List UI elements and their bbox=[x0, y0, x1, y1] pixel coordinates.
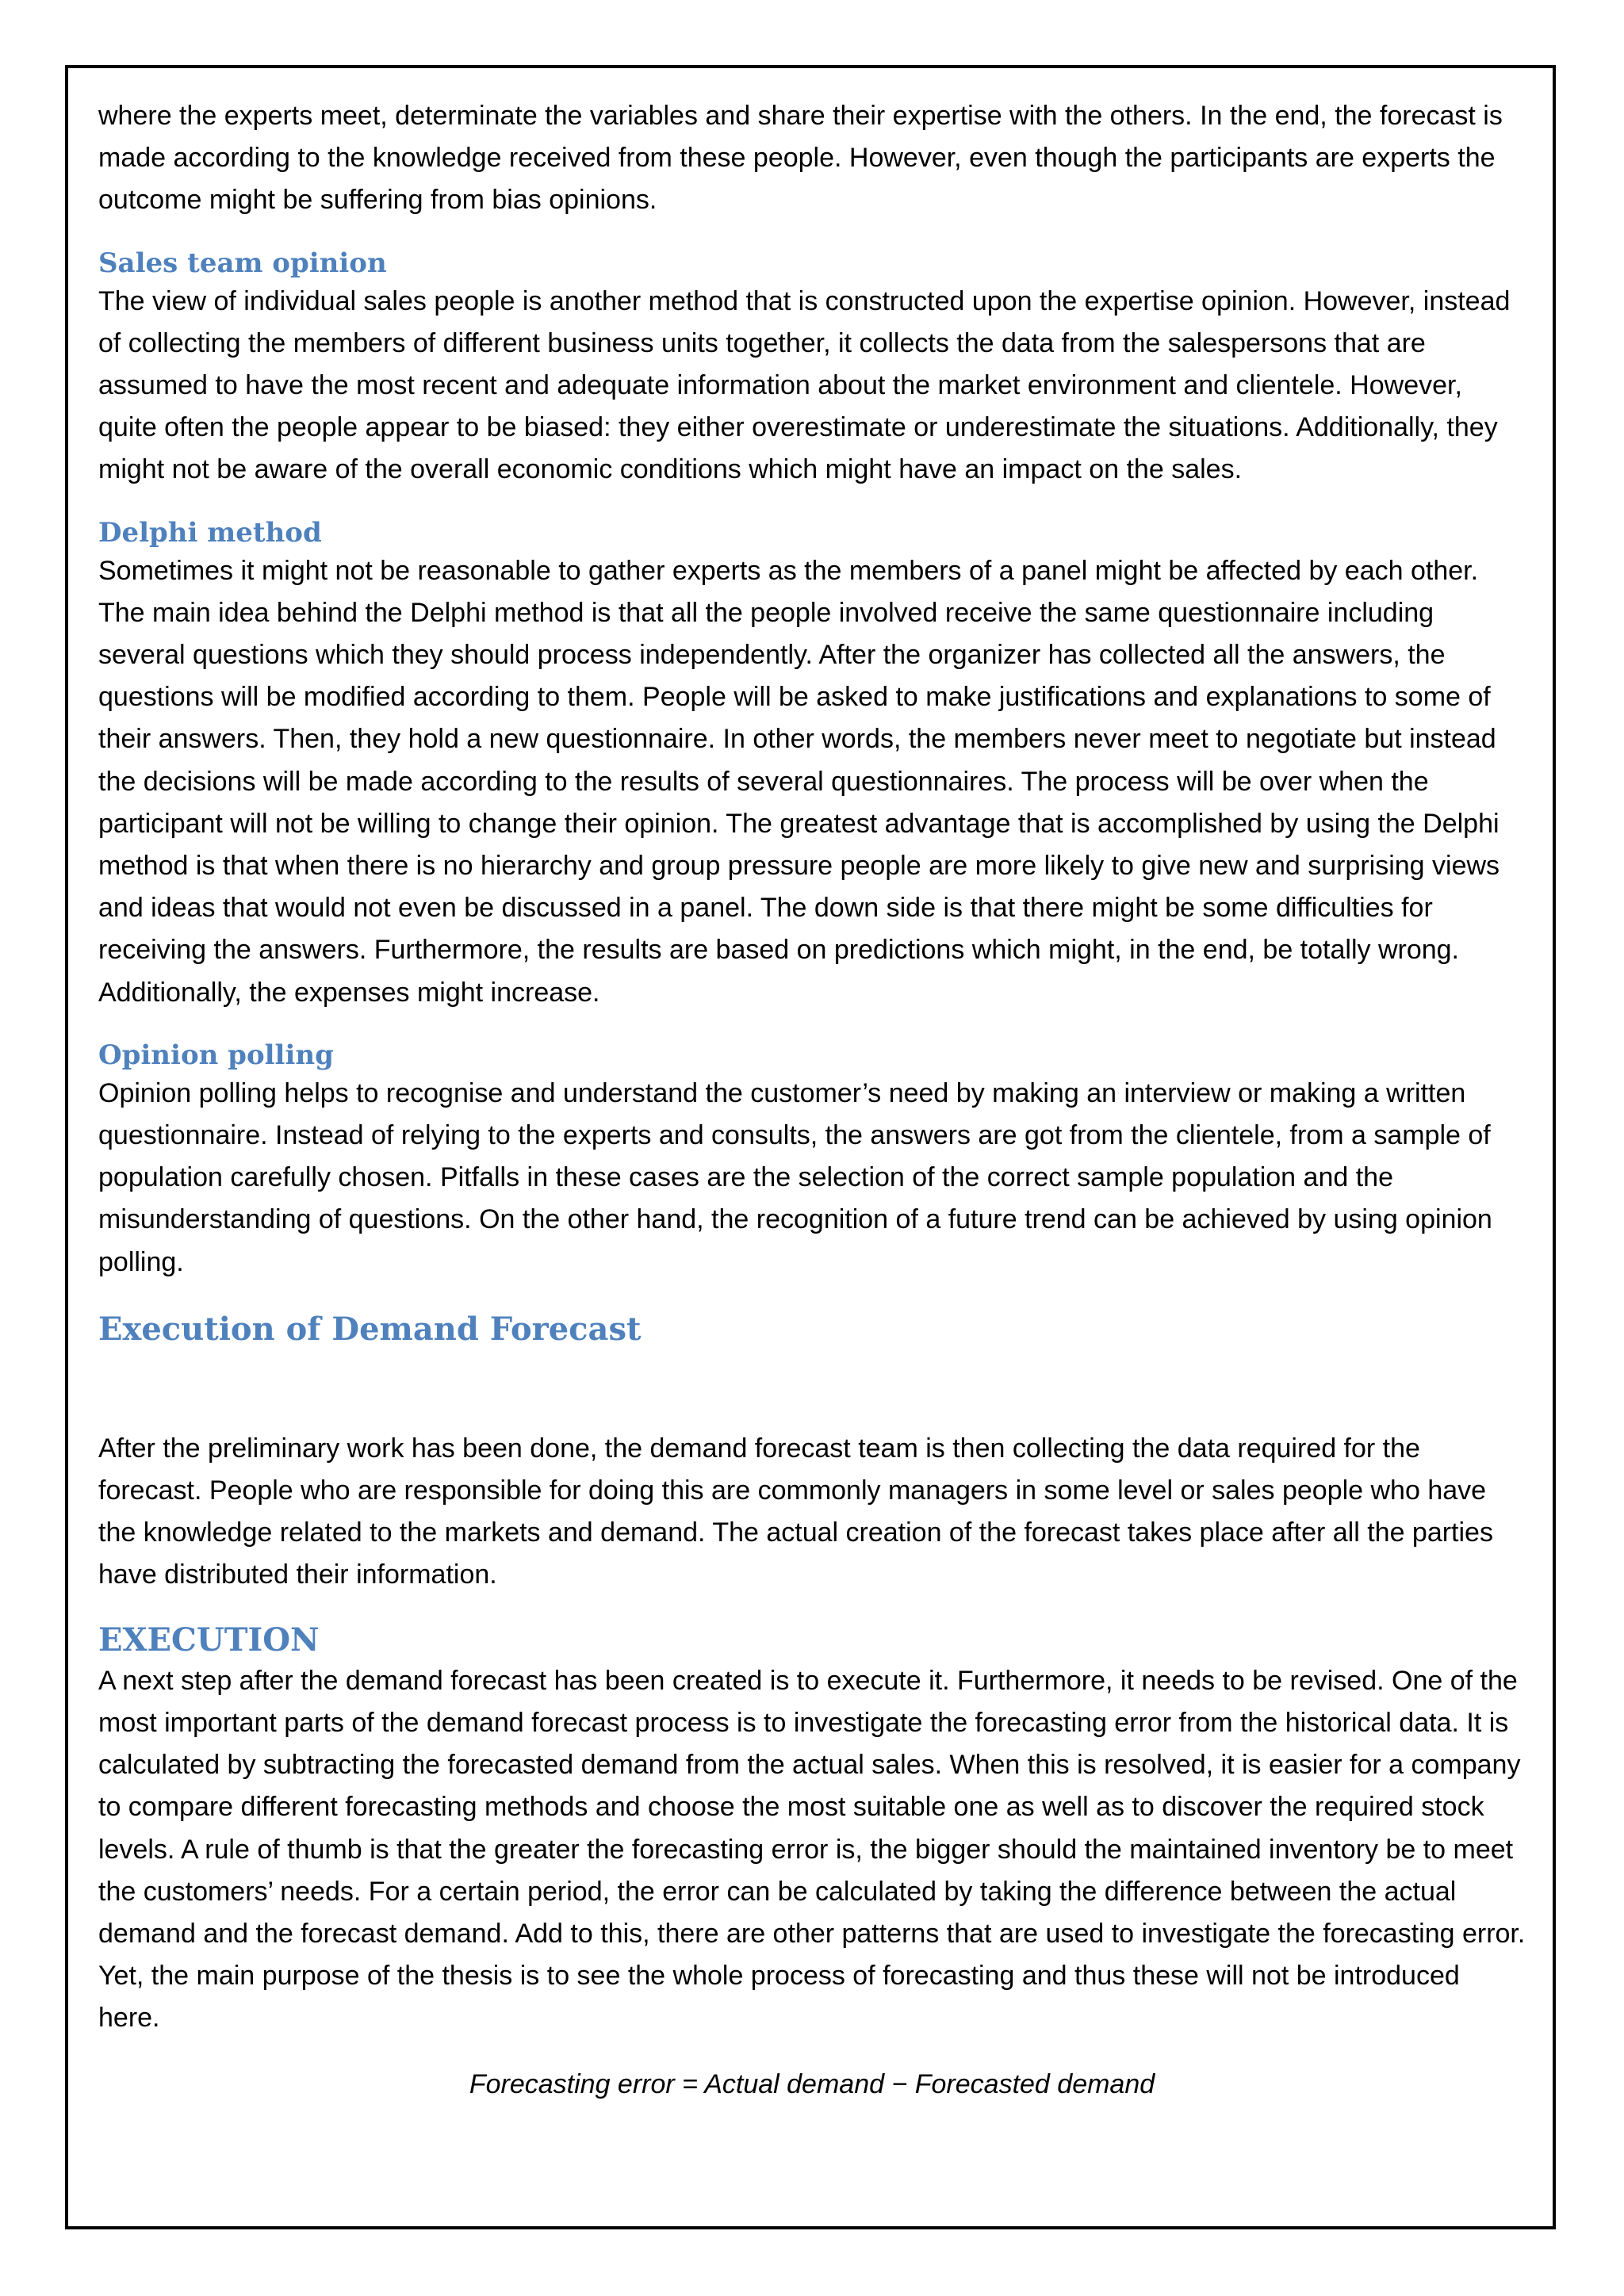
delphi-heading: Delphi method bbox=[98, 516, 322, 549]
sales-team-paragraph: The view of individual sales people is another method that is constructed upon the expertise opinion. However, instead of collecting the members of different business units together, it collects the data from the salespersons that are assumed to have the most recent and adequate information about the market environment and clientele. However, quite often the people appear to be biased: they either overestimate or underestimate the situations. Additionally, they might not be aware of the overall economic conditions which might have an impact on the sales. bbox=[98, 285, 1511, 485]
opinion-polling-heading: Opinion polling bbox=[98, 1039, 334, 1071]
execution-demand-heading: Execution of Demand Forecast bbox=[98, 1310, 642, 1348]
document-body bbox=[98, 95, 1526, 2106]
execution-heading: EXECUTION bbox=[98, 1621, 320, 1659]
intro-paragraph: where the experts meet, determinate the variables and share their expertise with the others. In the end, the forecast is made according to the knowledge received from these people. However, even though the participants are experts the outcome might be suffering from bias opinions. bbox=[98, 101, 1503, 216]
sales-team-heading: Sales team opinion bbox=[98, 247, 387, 279]
execution-demand-paragraph: After the preliminary work has been done, the demand forecast team is then collecting the data required for the forecast. People who are responsible for doing this are commonly managers in some level or sales people who have the knowledge related to the markets and demand. The actual creation of the forecast takes place after all the parties have distributed their information. bbox=[98, 1433, 1493, 1590]
forecast-error-formula: Forecasting error = Actual demand − Forecasted demand bbox=[469, 2068, 1155, 2099]
opinion-polling-paragraph: Opinion polling helps to recognise and understand the customer’s need by making an interview or making a written questionnaire. Instead of relying to the experts and consults, the answers are got from the clientele, from a sample of population carefully chosen. Pitfalls in these cases are the selection of the correct sample population and the misunderstanding of questions. On the other hand, the recognition of a future trend can be achieved by using opinion polling. bbox=[98, 1077, 1492, 1277]
execution-paragraph: A next step after the demand forecast has been created is to execute it. Furthermore, it needs to be revised. One of the most important parts of the demand forecast process is to investigate the forecasting error from the historical data. It is calculated by subtracting the forecasted demand from the actual sales. When this is resolved, it is easier for a company to compare different forecasting methods and choose the most suitable one as well as to discover the required stock levels. A rule of thumb is that the greater the forecasting error is, the bigger should the maintained inventory be to meet the customers’ needs. For a certain period, the error can be calculated by taking the difference between the actual demand and the forecast demand. Add to this, there are other patterns that are used to investigate the forecasting error. Yet, the main purpose of the thesis is to see the whole process of forecasting and thus these will not be introduced here. bbox=[98, 1665, 1526, 2034]
delphi-paragraph: Sometimes it might not be reasonable to gather experts as the members of a panel might be affected by each other. The main idea behind the Delphi method is that all the people involved receive the same questionnaire including several questions which they should process independently. After the organizer has collected all the answers, the questions will be modified according to them. People will be asked to make justifications and explanations to some of their answers. Then, they hold a new questionnaire. In other words, the members never meet to negotiate but instead the decisions will be made according to the results of several questionnaires. The process will be over when the participant will not be willing to change their opinion. The greatest advantage that is accomplished by using the Delphi method is that when there is no hierarchy and group pressure people are more likely to give new and surprising views and ideas that would not even be discussed in a panel. The down side is that there might be some difficulties for receiving the answers. Furthermore, the results are based on predictions which might, in the end, be totally wrong. Additionally, the expenses might increase. bbox=[98, 555, 1500, 1008]
